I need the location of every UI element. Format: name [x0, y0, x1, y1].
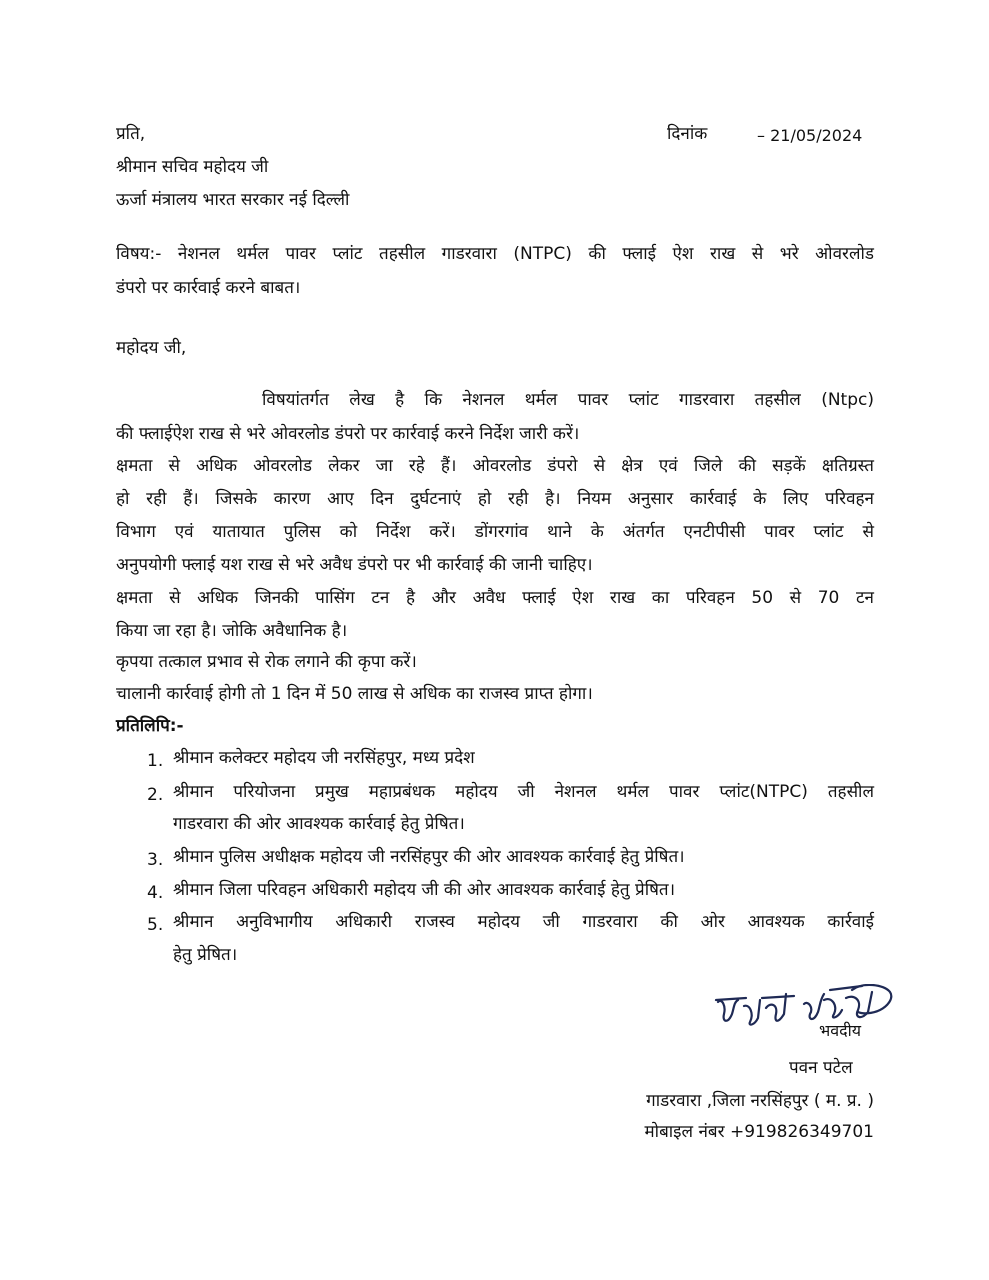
date-value: – 21/05/2024 [757, 126, 863, 145]
body-p2-line-4: अनुपयोगी फ्लाई यश राख से भरे अवैध डंपरो पर भी कार्रवाई की जानी चाहिए। [116, 555, 593, 575]
copy-to-item-number: 2. [147, 785, 164, 805]
copy-to-item-4: श्रीमान जिला परिवहन अधिकारी महोदय जी की ओर आवश्यक कार्रवाई हेतु प्रेषित। [173, 880, 676, 900]
body-p2-line-2: हो रही हैं। जिसके कारण आए दिन दुर्घटनाएं हो रही है। नियम अनुसार कार्रवाई के लिए परिवहन [116, 489, 874, 509]
closing-label: भवदीय [819, 1021, 862, 1040]
copy-to-item-number: 1. [147, 751, 164, 771]
body-p2-line-1: क्षमता से अधिक ओवरलोड लेकर जा रहे हैं। ओवरलोड डंपरो से क्षेत्र एवं जिले की सड़कें क्षतिग्रस्त [116, 456, 874, 476]
copy-to-heading: प्रतिलिपि:- [116, 716, 184, 736]
handwritten-signature [712, 984, 902, 1044]
body-p5: चालानी कार्रवाई होगी तो 1 दिन में 50 लाख से अधिक का राजस्व प्राप्त होगा। [116, 684, 593, 704]
signatory-address: गाडरवारा ,जिला नरसिंहपुर ( म. प्र. ) [646, 1091, 874, 1111]
salutation: महोदय जी, [116, 338, 187, 358]
copy-to-item-number: 4. [147, 883, 164, 903]
copy-to-item-3: श्रीमान पुलिस अधीक्षक महोदय जी नरसिंहपुर की ओर आवश्यक कार्रवाई हेतु प्रेषित। [173, 847, 685, 867]
to-label: प्रति, [116, 124, 146, 144]
body-p1-line-1: विषयांतर्गत लेख है कि नेशनल थर्मल पावर प्लांट गाडरवारा तहसील (Ntpc) [262, 390, 874, 410]
copy-to-item-5-line-2: हेतु प्रेषित। [173, 945, 238, 965]
signatory-mobile: मोबाइल नंबर +919826349701 [644, 1122, 874, 1142]
date-label: दिनांक [667, 124, 708, 144]
recipient-office: ऊर्जा मंत्रालय भारत सरकार नई दिल्ली [116, 190, 350, 210]
copy-to-item-1: श्रीमान कलेक्टर महोदय जी नरसिंहपुर, मध्य प्रदेश [173, 748, 475, 768]
copy-to-item-5-line-1: श्रीमान अनुविभागीय अधिकारी राजस्व महोदय जी गाडरवारा की ओर आवश्यक कार्रवाई [173, 912, 874, 932]
body-p3-line-1: क्षमता से अधिक जिनकी पासिंग टन है और अवैध फ्लाई ऐश राख का परिवहन 50 से 70 टन [116, 588, 874, 608]
body-p1-line-2: की फ्लाईऐश राख से भरे ओवरलोड डंपरो पर कार्रवाई करने निर्देश जारी करें। [116, 424, 580, 444]
body-p3-line-2: किया जा रहा है। जोकि अवैधानिक है। [116, 621, 348, 641]
subject-line-2: डंपरो पर कार्रवाई करने बाबत। [116, 278, 301, 298]
recipient-title: श्रीमान सचिव महोदय जी [116, 157, 269, 177]
body-p2-line-3: विभाग एवं यातायात पुलिस को निर्देश करें। डोंगरगांव थाने के अंतर्गत एनटीपीसी पावर प्लांट से [116, 522, 874, 542]
body-p4: कृपया तत्काल प्रभाव से रोक लगाने की कृपा करें। [116, 652, 417, 672]
subject-line-1: विषय:- नेशनल थर्मल पावर प्लांट तहसील गाडरवारा (NTPC) की फ्लाई ऐश राख से भरे ओवरलोड [116, 244, 874, 264]
copy-to-item-number: 5. [147, 915, 164, 935]
copy-to-item-2-line-1: श्रीमान परियोजना प्रमुख महाप्रबंधक महोदय जी नेशनल थर्मल पावर प्लांट(NTPC) तहसील [173, 782, 874, 802]
copy-to-item-2-line-2: गाडरवारा की ओर आवश्यक कार्रवाई हेतु प्रेषित। [173, 814, 465, 834]
signatory-name: पवन पटेल [789, 1058, 853, 1078]
copy-to-item-number: 3. [147, 850, 164, 870]
